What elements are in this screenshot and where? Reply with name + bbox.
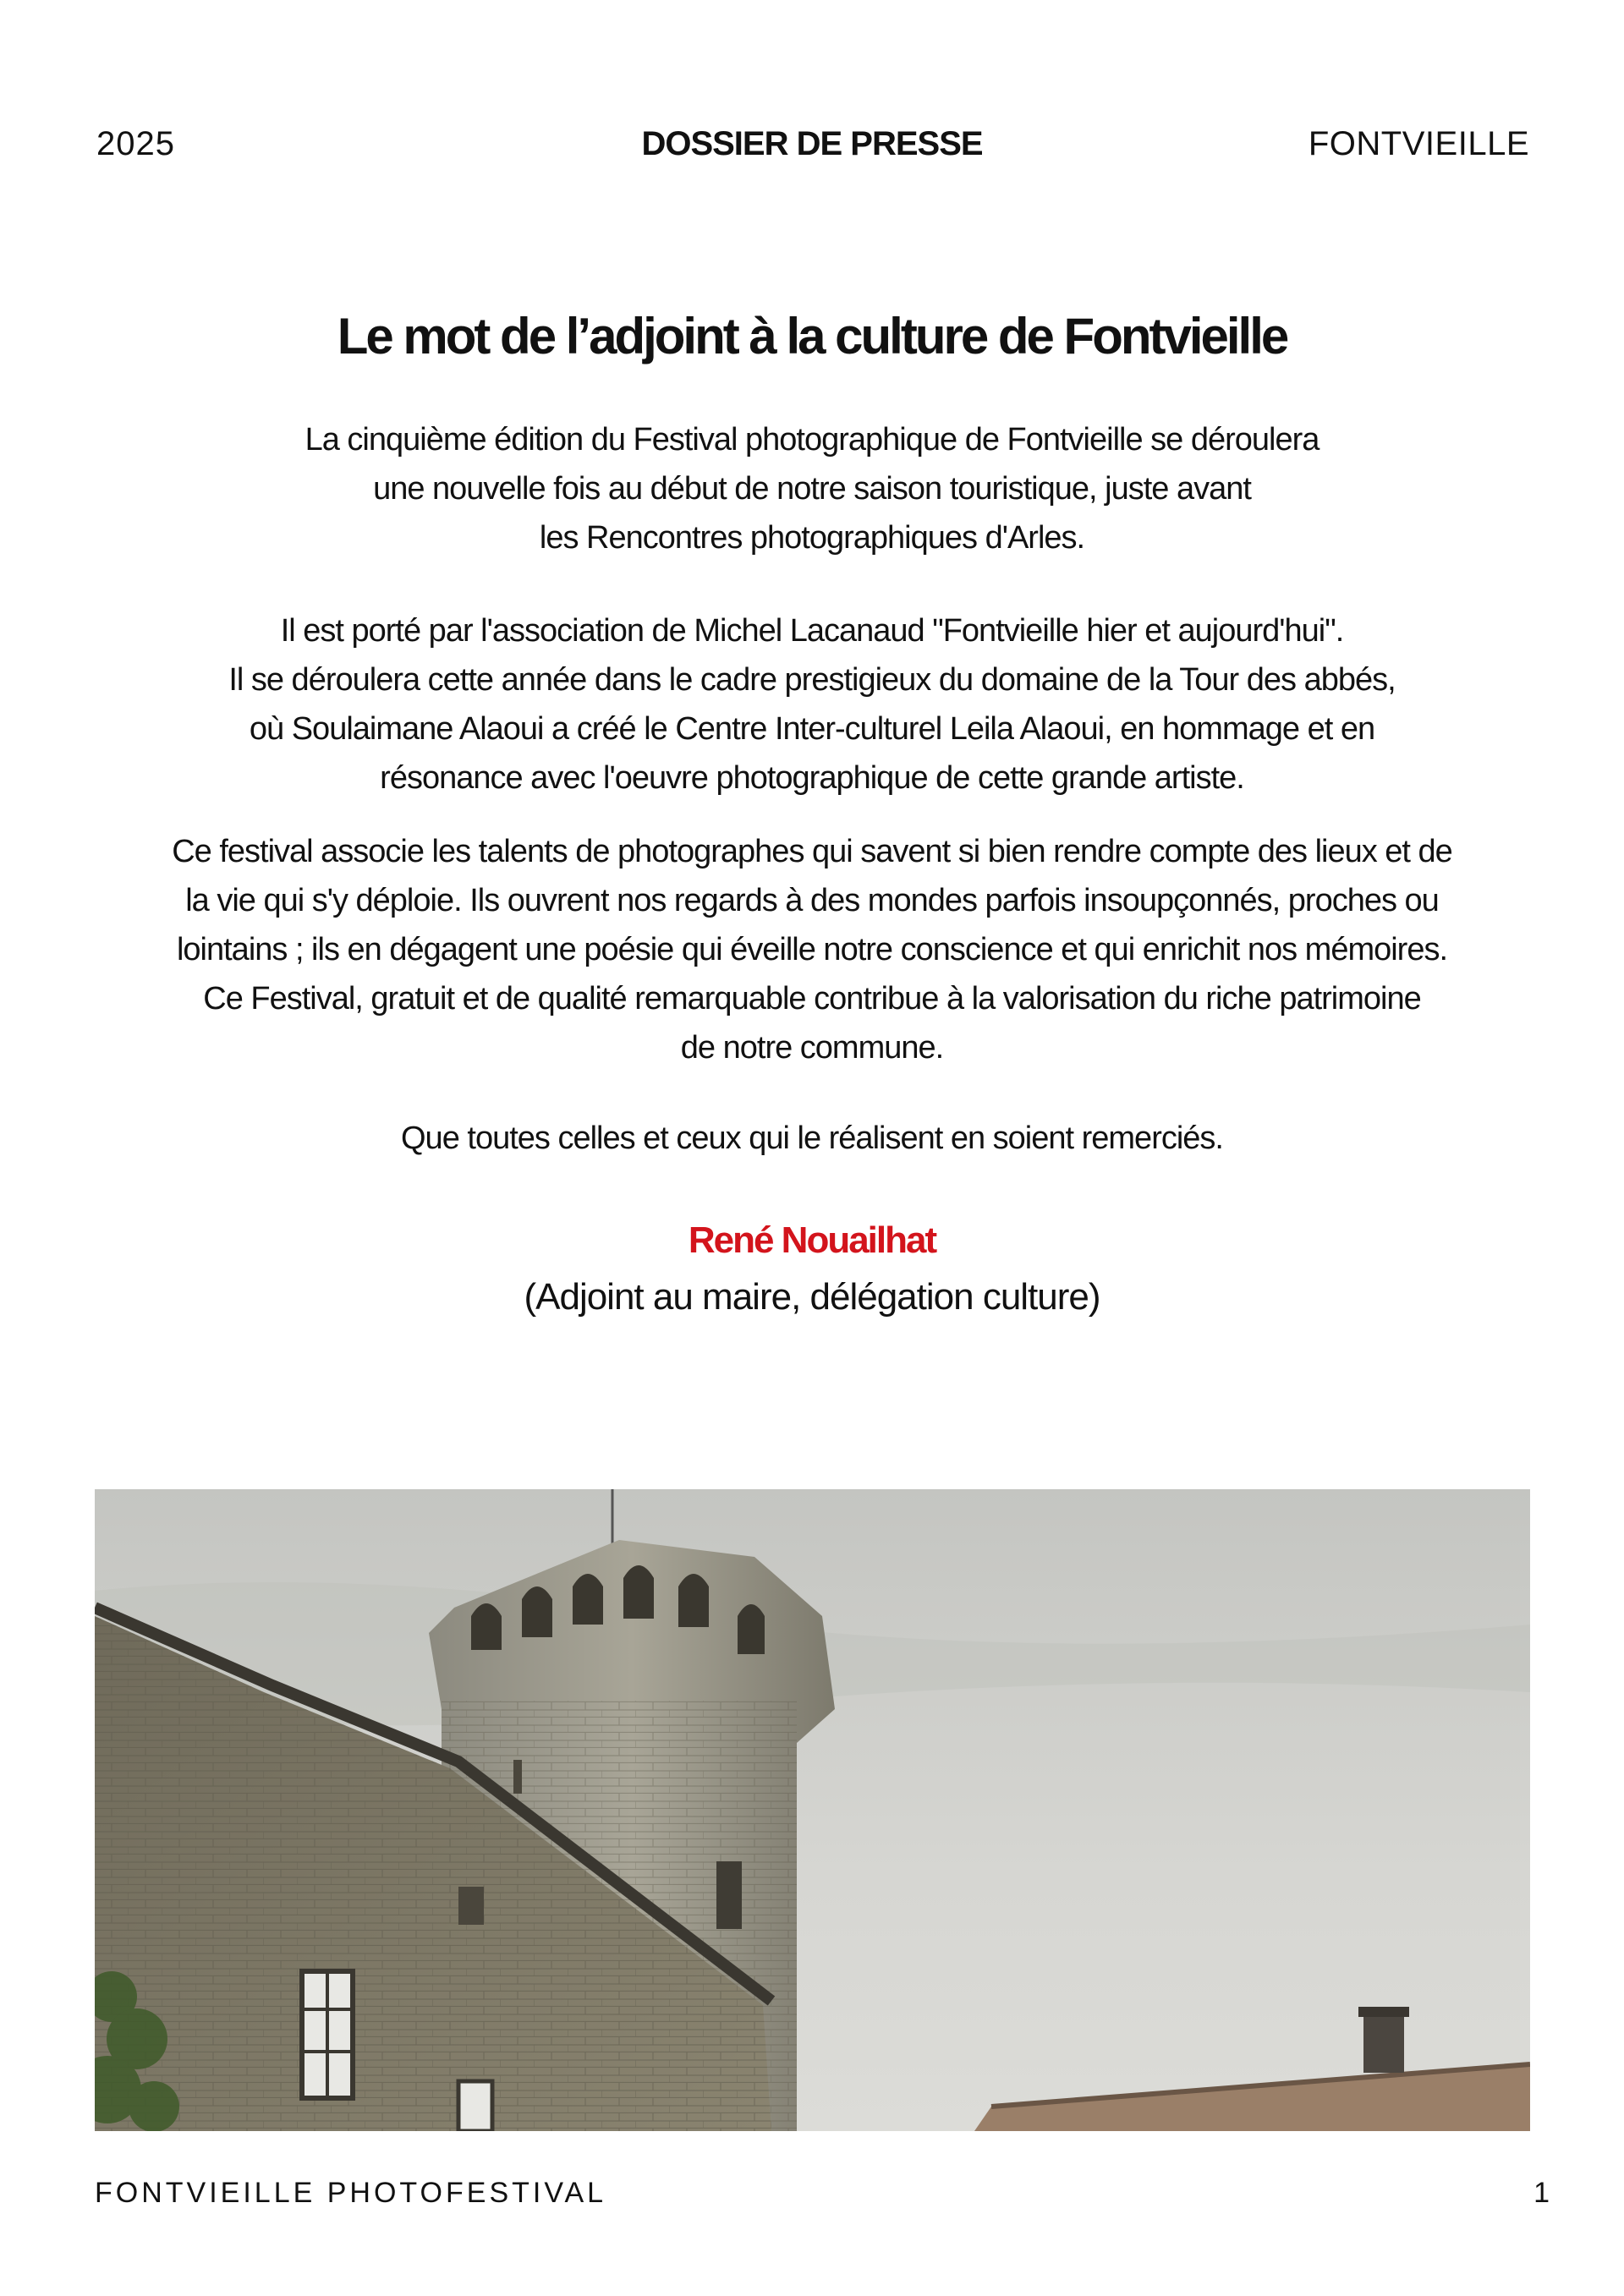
- text-line: la vie qui s'y déploie. Ils ouvrent nos regards à des mondes parfois insoupçonnés, proches ou: [185, 883, 1439, 918]
- signature-name: René Nouailhat: [688, 1219, 936, 1261]
- text-line: de notre commune.: [680, 1030, 944, 1066]
- page-number: 1: [1533, 2177, 1550, 2209]
- paragraph-intro: [85, 415, 1539, 562]
- text-line: Ce festival associe les talents de photographes qui savent si bien rendre compte des lieux et de: [172, 834, 1452, 869]
- header-place: FONTVIEILLE: [1308, 125, 1529, 162]
- text-line: les Rencontres photographiques d'Arles.: [539, 520, 1085, 556]
- text-line: Il se déroulera cette année dans le cadre prestigieux du domaine de la Tour des abbés,: [228, 662, 1396, 698]
- paragraph-association: [85, 606, 1539, 803]
- page-title: Le mot de l’adjoint à la culture de Fontvieille: [337, 308, 1287, 364]
- footer-festival-name: FONTVIEILLE PHOTOFESTIVAL: [95, 2177, 607, 2209]
- paragraph-festival: [85, 827, 1539, 1072]
- header-year: 2025: [96, 125, 175, 162]
- text-line: lointains ; ils en dégagent une poésie qui éveille notre conscience et qui enrichit nos mémoires.: [176, 932, 1448, 967]
- paragraph-thanks: [85, 1114, 1539, 1163]
- text-line: où Soulaimane Alaoui a créé le Centre Inter-culturel Leila Alaoui, en hommage et en: [249, 711, 1375, 747]
- signature-role: (Adjoint au maire, délégation culture): [524, 1276, 1100, 1318]
- stone-tower-photo: [95, 1489, 1530, 2131]
- text-line: une nouvelle fois au début de notre saison touristique, juste avant: [373, 471, 1251, 507]
- text-line: La cinquième édition du Festival photographique de Fontvieille se déroulera: [304, 422, 1320, 458]
- text-line: Que toutes celles et ceux qui le réalisent en soient remerciés.: [401, 1121, 1223, 1156]
- text-line: Il est porté par l'association de Michel Lacanaud "Fontvieille hier et aujourd'hui".: [280, 613, 1344, 649]
- text-line: Ce Festival, gratuit et de qualité remarquable contribue à la valorisation du riche patrimoine: [203, 981, 1421, 1016]
- tower-illustration: [95, 1489, 1530, 2131]
- text-line: résonance avec l'oeuvre photographique de cette grande artiste.: [380, 760, 1244, 796]
- header-title-text: DOSSIER DE PRESSE: [641, 125, 983, 162]
